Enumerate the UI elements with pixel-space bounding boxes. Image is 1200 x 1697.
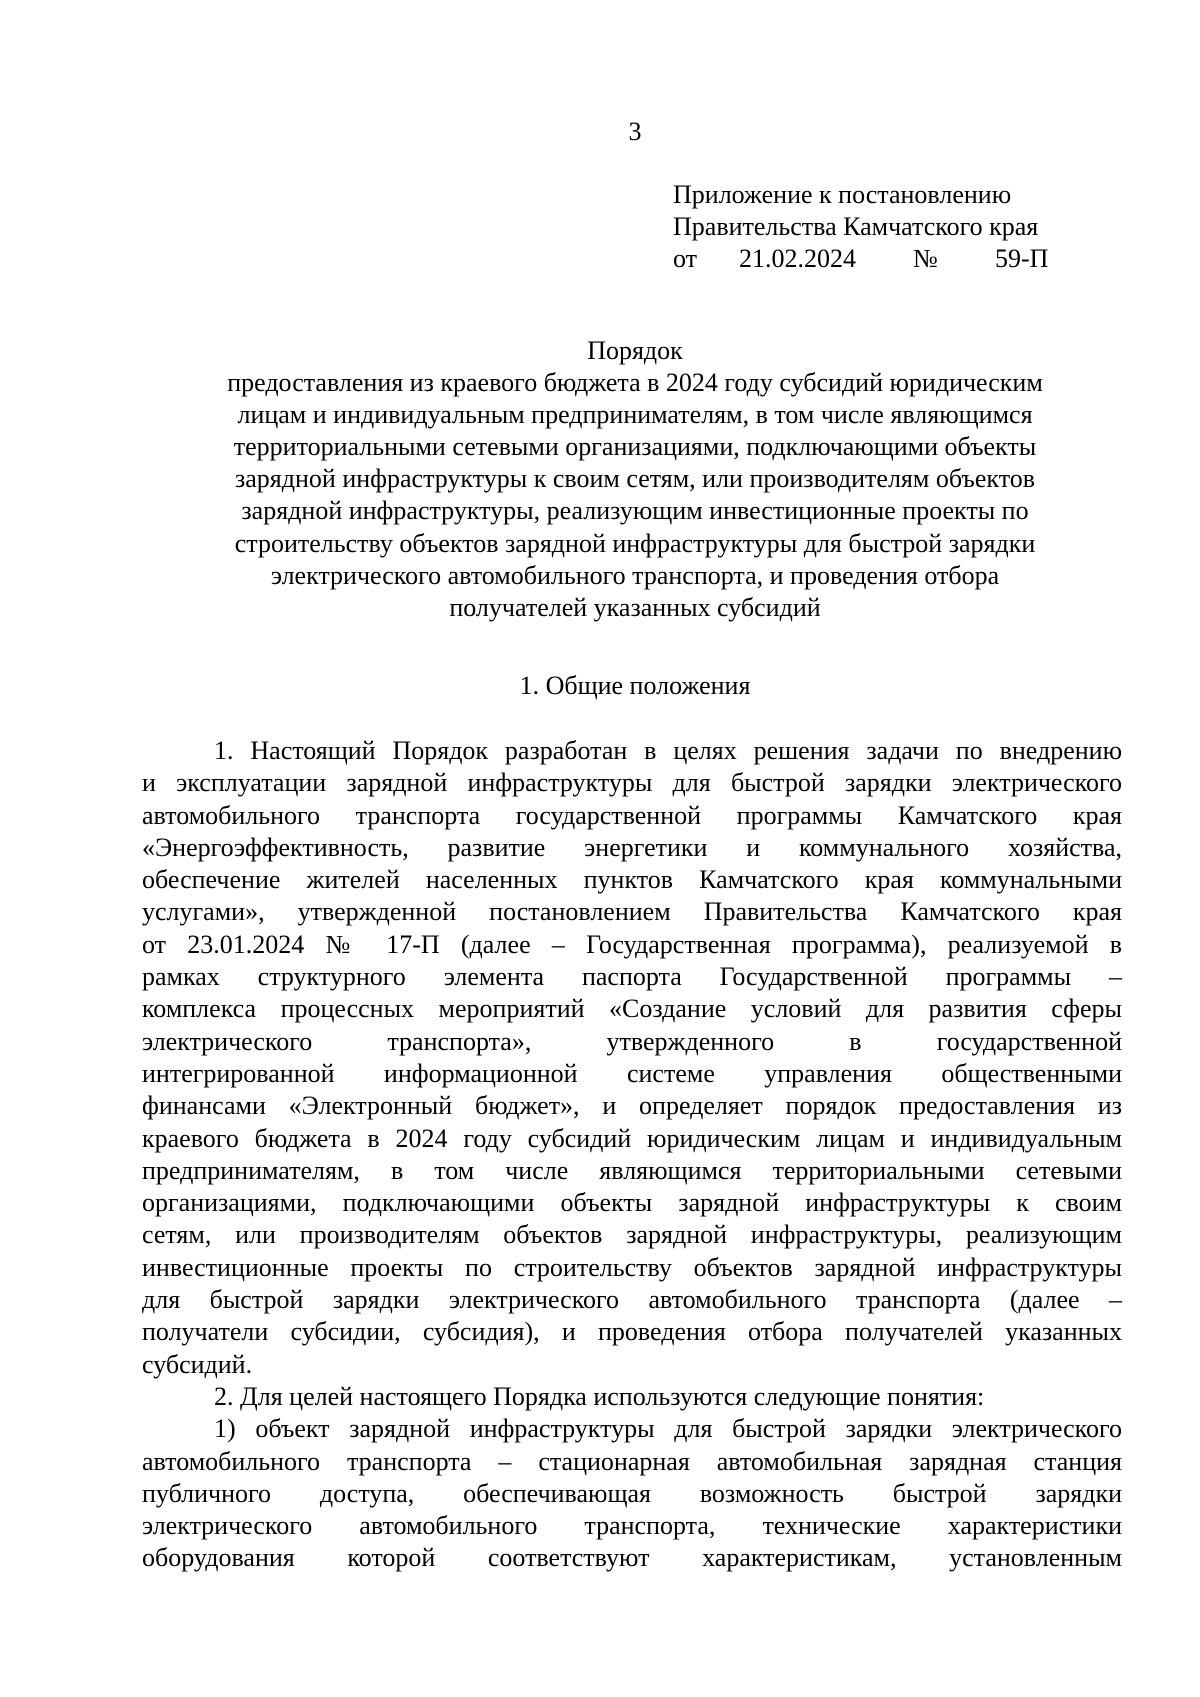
title-line: зарядной инфраструктуры к своим сетям, или производителям объектов — [235, 464, 1035, 494]
appendix-line-1: Приложение к постановлению — [673, 180, 1012, 209]
body-line: инвестиционные проекты по строительству объектов зарядной инфраструктуры — [142, 1252, 1122, 1282]
body-line: публичного доступа, обеспечивающая возможность быстрой зарядки — [142, 1478, 1122, 1508]
body-line: от 23.01.2024 № 17-П (далее – Государственная программа), реализуемой в — [142, 929, 1122, 959]
title-line: предоставления из краевого бюджета в 2024 году субсидий юридическим — [227, 368, 1043, 398]
title-line: зарядной инфраструктуры, реализующим инвестиционные проекты по — [241, 496, 1029, 526]
body-line: финансами «Электронный бюджет», и определяет порядок предоставления из — [142, 1091, 1122, 1121]
title-line: строительству объектов зарядной инфраструктуры для быстрой зарядки — [234, 528, 1036, 558]
body-line: субсидий. — [142, 1349, 253, 1379]
body-line: для быстрой зарядки электрического автомобильного транспорта (далее – — [142, 1285, 1122, 1315]
body-line: комплекса процессных мероприятий «Создание условий для развития сферы — [142, 994, 1122, 1024]
appendix-from-label: от — [673, 244, 698, 273]
body-line: получатели субсидии, субсидия), и проведения отбора получателей указанных — [142, 1317, 1122, 1347]
page-number: 3 — [628, 117, 642, 146]
body-line: 2. Для целей настоящего Порядка используются следующие понятия: — [214, 1381, 985, 1411]
body-line: оборудования которой соответствуют характеристикам, установленным — [142, 1543, 1122, 1573]
body-line: сетям, или производителям объектов зарядной инфраструктуры, реализующим — [142, 1220, 1122, 1250]
document-title — [140, 335, 1130, 624]
body-line: электрического транспорта», утвержденного в государственной — [142, 1026, 1122, 1056]
body-line: электрического автомобильного транспорта, технические характеристики — [142, 1511, 1122, 1541]
body-line: интегрированной информационной системе управления общественными — [142, 1058, 1122, 1088]
body-line: обеспечение жителей населенных пунктов Камчатского края коммунальными — [142, 865, 1122, 895]
title-line: получателей указанных субсидий — [449, 592, 821, 622]
title-line: лицам и индивидуальным предпринимателям, в том числе являющимся — [237, 400, 1033, 430]
body-line: автомобильного транспорта государственной программы Камчатского края — [142, 800, 1122, 830]
body-line: автомобильного транспорта – стационарная автомобильная зарядная станция — [142, 1446, 1122, 1476]
title-heading: Порядок — [587, 336, 683, 365]
body-line: 1) объект зарядной инфраструктуры для быстрой зарядки электрического — [214, 1414, 1122, 1444]
appendix-block — [673, 179, 1093, 275]
body-line: и эксплуатации зарядной инфраструктуры для быстрой зарядки электрического — [142, 768, 1122, 798]
appendix-date: 21.02.2024 — [739, 244, 856, 273]
title-line: электрического автомобильного транспорта, и проведения отбора — [270, 560, 1000, 590]
body-line: рамках структурного элемента паспорта Государственной программы – — [142, 962, 1122, 992]
body-text — [142, 735, 1122, 1575]
body-line: «Энергоэффективность, развитие энергетики и коммунального хозяйства, — [142, 832, 1122, 862]
body-line: услугами», утвержденной постановлением Правительства Камчатского края — [142, 897, 1122, 927]
appendix-date-row — [673, 243, 1093, 275]
title-line: территориальными сетевыми организациями, подключающими объекты — [233, 432, 1037, 462]
section-heading: 1. Общие положения — [519, 671, 751, 700]
appendix-number: 59-П — [995, 244, 1049, 273]
appendix-number-sign: № — [913, 244, 938, 273]
body-line: предпринимателям, в том числе являющимся территориальными сетевыми — [142, 1155, 1122, 1185]
body-line: 1. Настоящий Порядок разработан в целях решения задачи по внедрению — [214, 736, 1122, 765]
body-line: краевого бюджета в 2024 году субсидий юридическим лицам и индивидуальным — [142, 1123, 1122, 1153]
body-line: организациями, подключающими объекты зарядной инфраструктуры к своим — [142, 1188, 1122, 1218]
appendix-line-2: Правительства Камчатского края — [673, 212, 1039, 241]
